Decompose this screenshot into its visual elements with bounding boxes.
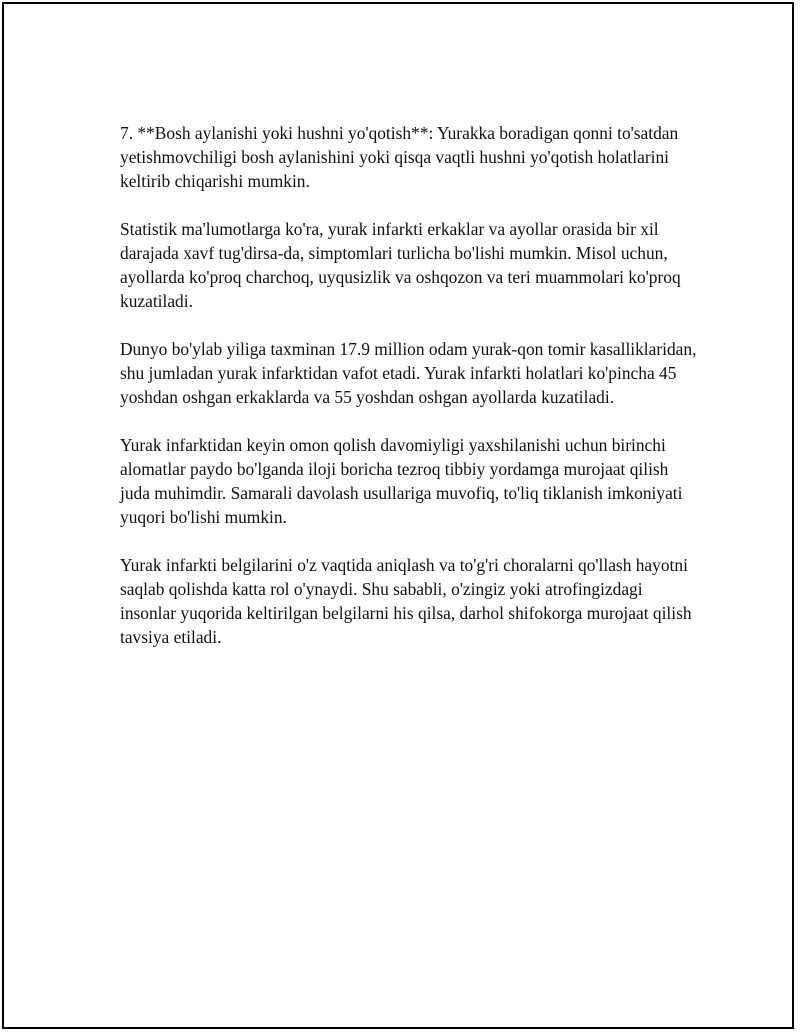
paragraph-mortality: Dunyo bo'ylab yiliga taxminan 17.9 million odam yurak-qon tomir kasalliklaridan, shu jumladan yurak infarktidan vafot etadi. Yurak infarkti holatlari ko'pincha 45 yoshdan oshgan erkaklarda va 55 yoshdan oshgan ayollarda kuzatiladi. <box>120 339 697 407</box>
document-body <box>120 121 700 673</box>
paragraph-conclusion: Yurak infarkti belgilarini o'z vaqtida aniqlash va to'g'ri choralarni qo'llash hayotni saqlab qolishda katta rol o'ynaydi. Shu sababli, o'zingiz yoki atrofingizdagi insonlar yuqorida keltirilgan belgilarni his qilsa, darhol shifokorga murojaat qilish tavsiya etiladi. <box>120 555 692 647</box>
paragraph-dizziness: 7. **Bosh aylanishi yoki hushni yo'qotish**: Yurakka boradigan qonni to'satdan yetishmovchiligi bosh aylanishini yoki qisqa vaqtli hushni yo'qotish holatlarini keltirib chiqarishi mumkin. <box>120 123 679 191</box>
paragraph-statistics: Statistik ma'lumotlarga ko'ra, yurak infarkti erkaklar va ayollar orasida bir xil darajada xavf tug'dirsa-da, simptomlari turlicha bo'lishi mumkin. Misol uchun, ayollarda ko'proq charchoq, uyqusizlik va oshqozon va teri muammolari ko'proq kuzatiladi. <box>120 219 681 311</box>
paragraph-survival: Yurak infarktidan keyin omon qolish davomiyligi yaxshilanishi uchun birinchi alomatlar paydo bo'lganda iloji boricha tezroq tibbiy yordamga murojaat qilish juda muhimdir. Samarali davolash usullariga muvofiq, to'liq tiklanish imkoniyati yuqori bo'lishi mumkin. <box>120 435 683 527</box>
document-page <box>2 2 794 1029</box>
